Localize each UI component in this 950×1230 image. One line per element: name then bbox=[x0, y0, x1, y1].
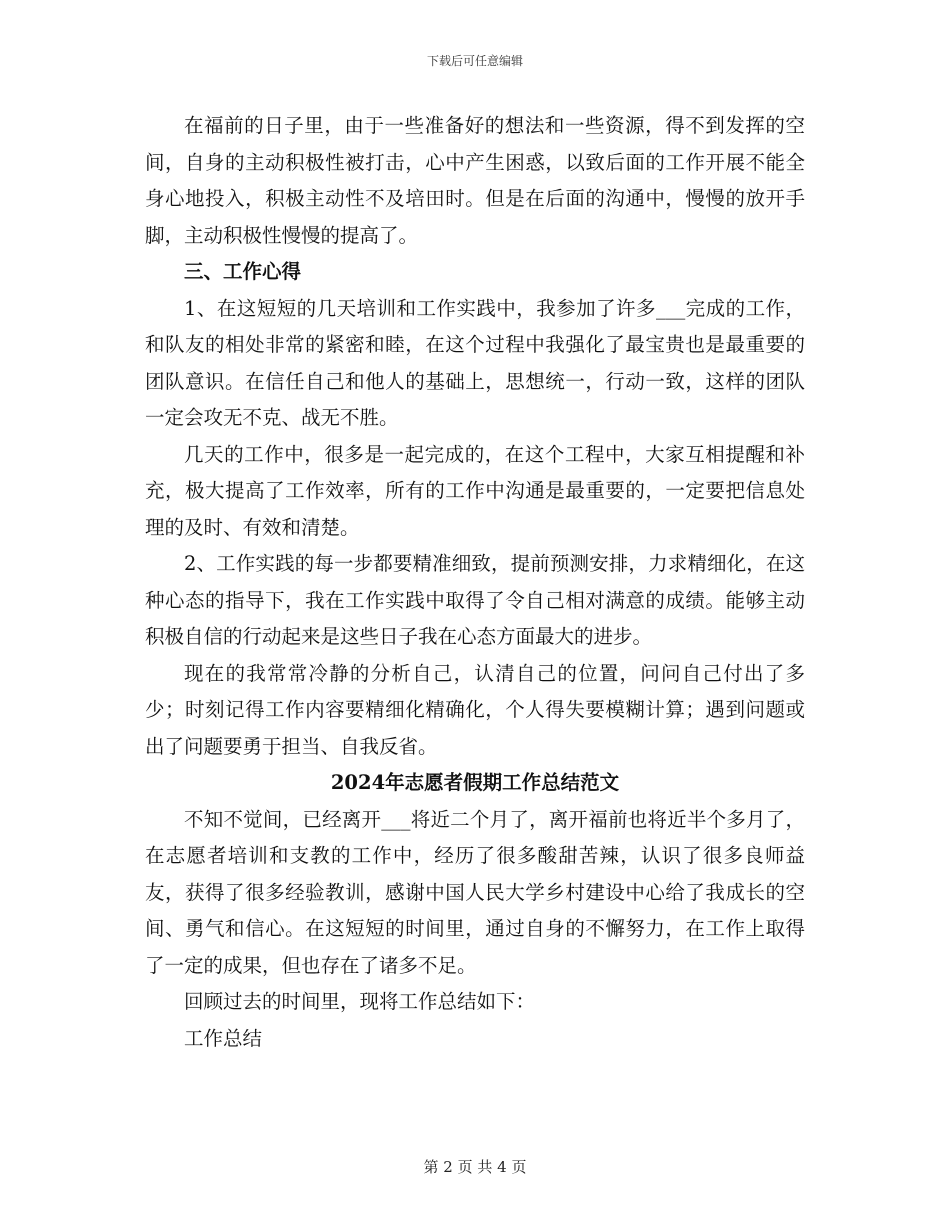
paragraph-8: 工作总结 bbox=[184, 1026, 263, 1050]
page-header: 下载后可任意编辑 bbox=[426, 54, 523, 68]
paragraph-3: 几天的工作中，很多是一起完成的，在这个工程中，大家互相提醒和补充，极大提高了工作效率，所有的工作中沟通是最重要的，一定要把信息处理的及时、有效和清楚。 bbox=[145, 442, 805, 539]
paragraph-7: 回顾过去的时间里，现将工作总结如下： bbox=[184, 990, 536, 1013]
paragraph-6: 不知不觉间，已经离开___将近二个月了，离开福前也将近半个多月了，在志愿者培训和支教的工作中，经历了很多酸甜苦辣，认识了很多良师益友，获得了很多经验教训，感谢中国人民大学乡村建设中心给了我成长的空间、勇气和信心。在这短短的时间里，通过自身的不懈努力，在工作上取得了一定的成果，但也存在了诸多不足。 bbox=[145, 807, 805, 977]
paragraph-1: 在福前的日子里，由于一些准备好的想法和一些资源，得不到发挥的空间，自身的主动积极性被打击，心中产生困惑，以致后面的工作开展不能全身心地投入，积极主动性不及培田时。但是在后面的沟通中，慢慢的放开手脚，主动积极性慢慢的提高了。 bbox=[145, 114, 805, 247]
document-title: 2024年志愿者假期工作总结范文 bbox=[330, 771, 620, 794]
page-number: 第 2 页 共 4 页 bbox=[423, 1158, 527, 1176]
paragraph-5: 现在的我常常冷静的分析自己，认清自己的位置，问问自己付出了多少；时刻记得工作内容要精细化精确化，个人得失要模糊计算；遇到问题或出了问题要勇于担当、自我反省。 bbox=[145, 661, 805, 758]
section-heading: 三、工作心得 bbox=[184, 260, 302, 283]
paragraph-4: 2、工作实践的每一步都要精准细致，提前预测安排，力求精细化，在这种心态的指导下，我在工作实践中取得了令自己相对满意的成绩。能够主动积极自信的行动起来是这些日子我在心态方面最大的进步。 bbox=[145, 552, 805, 648]
paragraph-2: 1、在这短短的几天培训和工作实践中，我参加了许多___完成的工作，和队友的相处非常的紧密和睦，在这个过程中我强化了最宝贵也是最重要的团队意识。在信任自己和他人的基础上，思想统一，行动一致，这样的团队一定会攻无不克、战无不胜。 bbox=[145, 296, 805, 429]
document-body bbox=[145, 108, 805, 1057]
